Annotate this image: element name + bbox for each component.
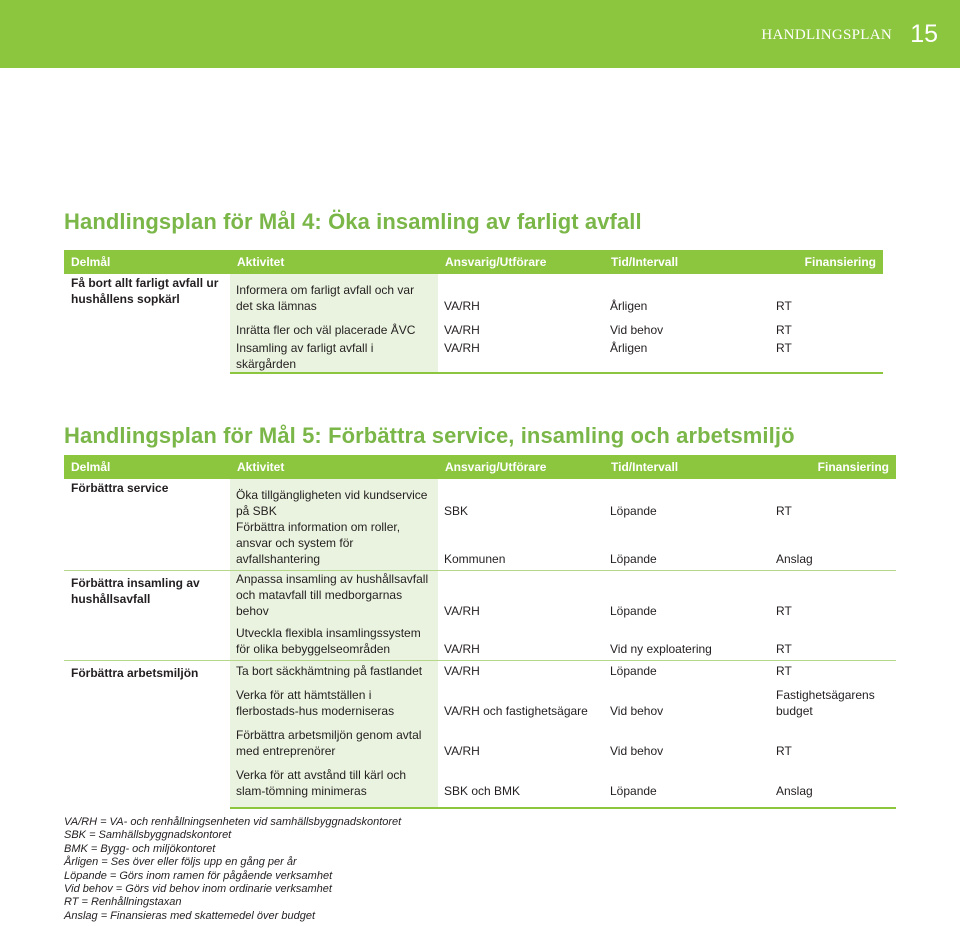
responsible-cell: Kommunen <box>444 552 506 566</box>
legend-line: SBK = Samhällsbyggnadskontoret <box>64 829 232 842</box>
financing-cell: Anslag <box>770 762 896 808</box>
responsible-cell: SBK och BMK <box>438 762 604 808</box>
activity-cell: Utveckla flexibla insamlingssystem för olika bebyggelseområden <box>230 619 438 660</box>
goal-cell: Förbättra insamling av hushållsavfall <box>64 571 230 661</box>
legend-line: RT = Renhållningstaxan <box>64 896 182 909</box>
goal-cell: Få bort allt farligt avfall ur hushållens sopkärl <box>71 276 219 306</box>
goal-cell: Förbättra arbetsmiljön <box>64 660 230 808</box>
time-cell: Vid behov <box>610 744 664 758</box>
table-row <box>64 571 896 620</box>
time-cell: Årligen <box>604 338 770 373</box>
time-cell: Vid ny exploatering <box>610 641 712 656</box>
legend-line: VA/RH = VA- och renhållningsenheten vid samhällsbyggnadskontoret <box>64 816 402 828</box>
col-ansvarig: Ansvarig/Utförare <box>438 250 604 274</box>
table-row <box>64 479 896 519</box>
activity-cell: Ta bort säckhämtning på fastlandet <box>230 660 438 682</box>
time-cell: Vid behov <box>610 704 664 718</box>
financing-cell: RT <box>770 338 883 373</box>
plan5-title: Handlingsplan för Mål 5: Förbättra service, insamling och arbetsmiljö <box>64 423 795 448</box>
time-cell: Löpande <box>604 571 770 620</box>
financing-cell: RT <box>776 299 792 313</box>
time-cell: Löpande <box>610 504 657 518</box>
time-cell: Löpande <box>604 762 770 808</box>
activity-cell: Informera om farligt avfall och var det ska lämnas <box>230 274 438 314</box>
plan5-table <box>64 455 896 809</box>
financing-cell: RT <box>770 571 896 620</box>
responsible-cell: VA/RH <box>444 641 480 656</box>
activity-cell: Insamling av farligt avfall i skärgården <box>230 338 438 373</box>
abbreviation-legend <box>64 816 401 923</box>
plan5-header-row <box>64 455 896 479</box>
financing-cell: RT <box>776 641 792 656</box>
financing-cell: RT <box>770 660 896 682</box>
activity-cell: Förbättra arbetsmiljön genom avtal med entreprenörer <box>230 722 438 762</box>
col-ansvarig: Ansvarig/Utförare <box>438 455 604 479</box>
page-number: 15 <box>910 20 938 48</box>
responsible-cell: SBK <box>444 504 469 518</box>
col-tid: Tid/Intervall <box>604 250 770 274</box>
responsible-cell: VA/RH <box>444 323 480 337</box>
financing-cell: RT <box>776 504 792 518</box>
plan4-header-row <box>64 250 883 274</box>
activity-cell: Verka för att hämtställen i flerbostads-hus moderniseras <box>230 682 438 722</box>
time-cell: Löpande <box>604 660 770 682</box>
legend-line: Anslag = Finansieras med skattemedel över budget <box>64 909 316 922</box>
financing-cell: RT <box>776 744 792 758</box>
activity-cell: Förbättra information om roller, ansvar och system för avfallshantering <box>230 519 438 571</box>
time-cell: Årligen <box>610 299 648 313</box>
responsible-cell: VA/RH <box>438 338 604 373</box>
legend-line: Vid behov = Görs vid behov inom ordinarie verksamhet <box>64 883 332 896</box>
activity-cell: Anpassa insamling av hushållsavfall och matavfall till medborgarnas behov <box>230 571 438 620</box>
financing-cell: Anslag <box>776 552 813 566</box>
col-tid: Tid/Intervall <box>604 455 770 479</box>
responsible-cell: VA/RH <box>438 571 604 620</box>
section-title: HANDLINGSPLAN <box>761 27 892 43</box>
activity-cell: Verka för att avstånd till kärl och slam-tömning minimeras <box>230 762 438 808</box>
time-cell: Vid behov <box>610 323 664 337</box>
legend-line: Årligen = Ses över eller följs upp en gång per år <box>64 856 297 869</box>
header-bar <box>0 0 960 68</box>
col-finansiering: Finansiering <box>770 455 896 479</box>
table-row <box>64 274 883 314</box>
activity-cell: Öka tillgängligheten vid kundservice på SBK <box>230 479 438 519</box>
col-delmal: Delmål <box>64 250 230 274</box>
col-finansiering: Finansiering <box>770 250 883 274</box>
activity-cell: Inrätta fler och väl placerade ÅVC <box>230 314 438 338</box>
goal-cell: Förbättra service <box>71 481 169 495</box>
table-row <box>64 660 896 682</box>
time-cell: Löpande <box>610 552 657 566</box>
responsible-cell: VA/RH <box>444 744 480 758</box>
responsible-cell: VA/RH och fastighetsägare <box>444 704 588 718</box>
plan4-table <box>64 250 883 374</box>
responsible-cell: VA/RH <box>438 660 604 682</box>
col-aktivitet: Aktivitet <box>230 250 438 274</box>
legend-line: Löpande = Görs inom ramen för pågående verksamhet <box>64 869 333 882</box>
col-delmal: Delmål <box>64 455 230 479</box>
legend-line: BMK = Bygg- och miljökontoret <box>64 842 216 855</box>
financing-cell: Fastighetsägarens budget <box>776 688 875 718</box>
responsible-cell: VA/RH <box>444 299 480 313</box>
financing-cell: RT <box>776 323 792 337</box>
plan4-title: Handlingsplan för Mål 4: Öka insamling av farligt avfall <box>64 209 642 234</box>
col-aktivitet: Aktivitet <box>230 455 438 479</box>
